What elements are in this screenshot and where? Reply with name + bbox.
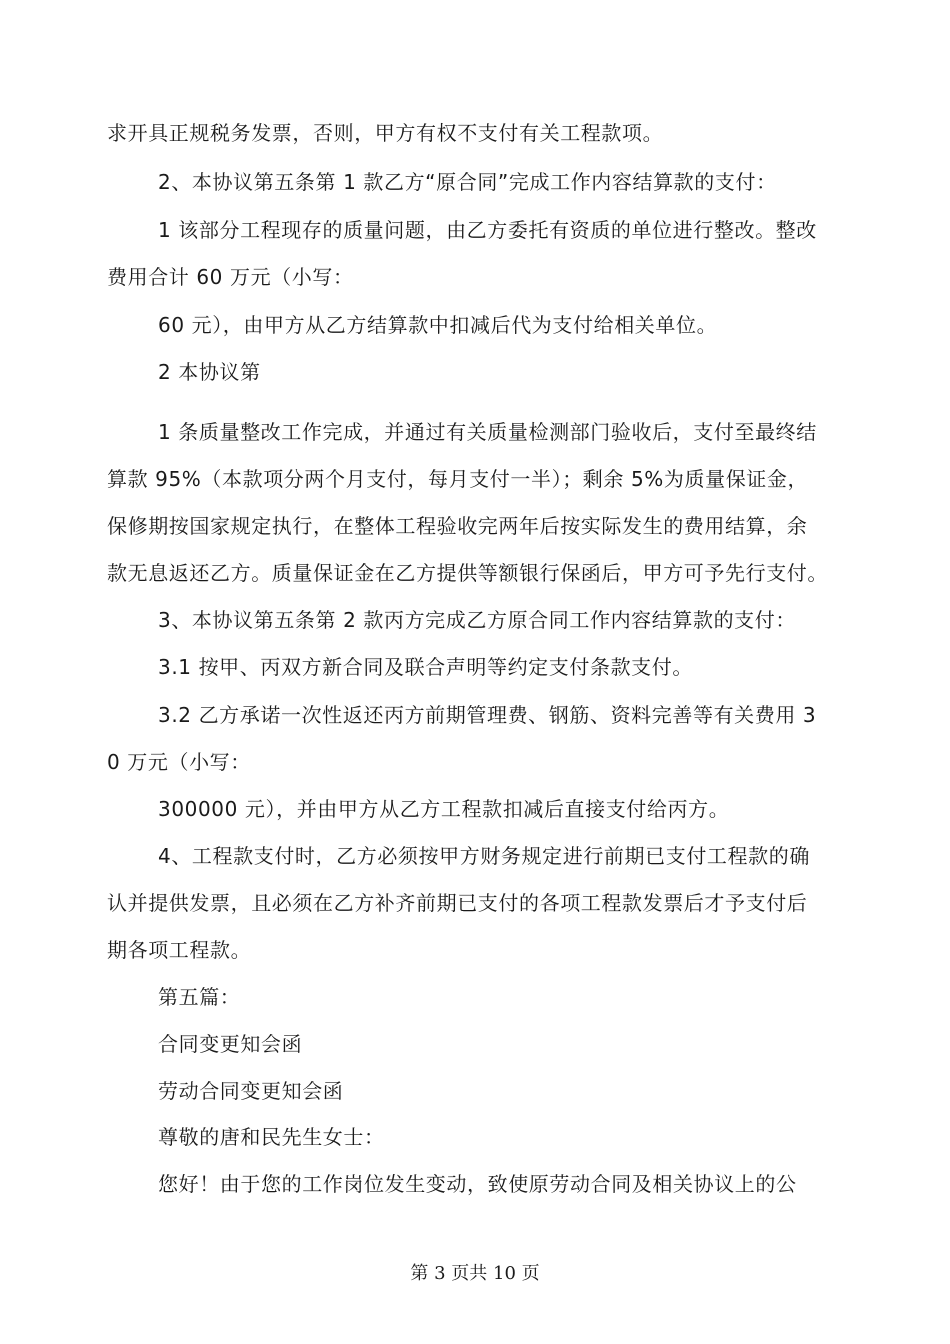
paragraph-line: 0 万元（小写： xyxy=(107,750,251,774)
paragraph-line: 2 本协议第 xyxy=(158,360,261,384)
paragraph-line: 认并提供发票，且必须在乙方补齐前期已支付的各项工程款发票后才予支付后 xyxy=(107,891,808,915)
section-heading: 第五篇： xyxy=(158,985,241,1009)
paragraph-line: 3、本协议第五条第 2 款丙方完成乙方原合同工作内容结算款的支付： xyxy=(158,608,796,632)
paragraph-line: 1 该部分工程现存的质量问题，由乙方委托有资质的单位进行整改。整改 xyxy=(158,218,817,242)
paragraph-line: 保修期按国家规定执行，在整体工程验收完两年后按实际发生的费用结算，余 xyxy=(107,514,808,538)
paragraph-line: 3.1 按甲、丙双方新合同及联合声明等约定支付条款支付。 xyxy=(158,655,693,679)
paragraph-line: 求开具正规税务发票，否则，甲方有权不支付有关工程款项。 xyxy=(107,121,664,145)
paragraph-line: 4、工程款支付时，乙方必须按甲方财务规定进行前期已支付工程款的确 xyxy=(158,844,810,868)
paragraph-line: 费用合计 60 万元（小写： xyxy=(107,265,354,289)
paragraph-line: 您好！由于您的工作岗位发生变动，致使原劳动合同及相关协议上的公 xyxy=(158,1172,797,1196)
paragraph-line: 300000 元），并由甲方从乙方工程款扣减后直接支付给丙方。 xyxy=(158,797,730,821)
paragraph-line: 算款 95%（本款项分两个月支付，每月支付一半）；剩余 5%为质量保证金， xyxy=(107,467,809,491)
letter-title: 劳动合同变更知会函 xyxy=(158,1079,344,1103)
section-title: 合同变更知会函 xyxy=(158,1032,303,1056)
paragraph-line: 3.2 乙方承诺一次性返还丙方前期管理费、钢筋、资料完善等有关费用 3 xyxy=(158,703,817,727)
letter-salutation: 尊敬的唐和民先生女士： xyxy=(158,1125,385,1149)
paragraph-line: 期各项工程款。 xyxy=(107,938,252,962)
paragraph-line: 款无息返还乙方。质量保证金在乙方提供等额银行保函后，甲方可予先行支付。 xyxy=(107,561,828,585)
page-number-footer: 第 3 页共 10 页 xyxy=(410,1263,540,1284)
paragraph-line: 2、本协议第五条第 1 款乙方“原合同”完成工作内容结算款的支付： xyxy=(158,170,777,194)
paragraph-line: 60 元），由甲方从乙方结算款中扣减后代为支付给相关单位。 xyxy=(158,313,718,337)
paragraph-line: 1 条质量整改工作完成，并通过有关质量检测部门验收后，支付至最终结 xyxy=(158,420,817,444)
